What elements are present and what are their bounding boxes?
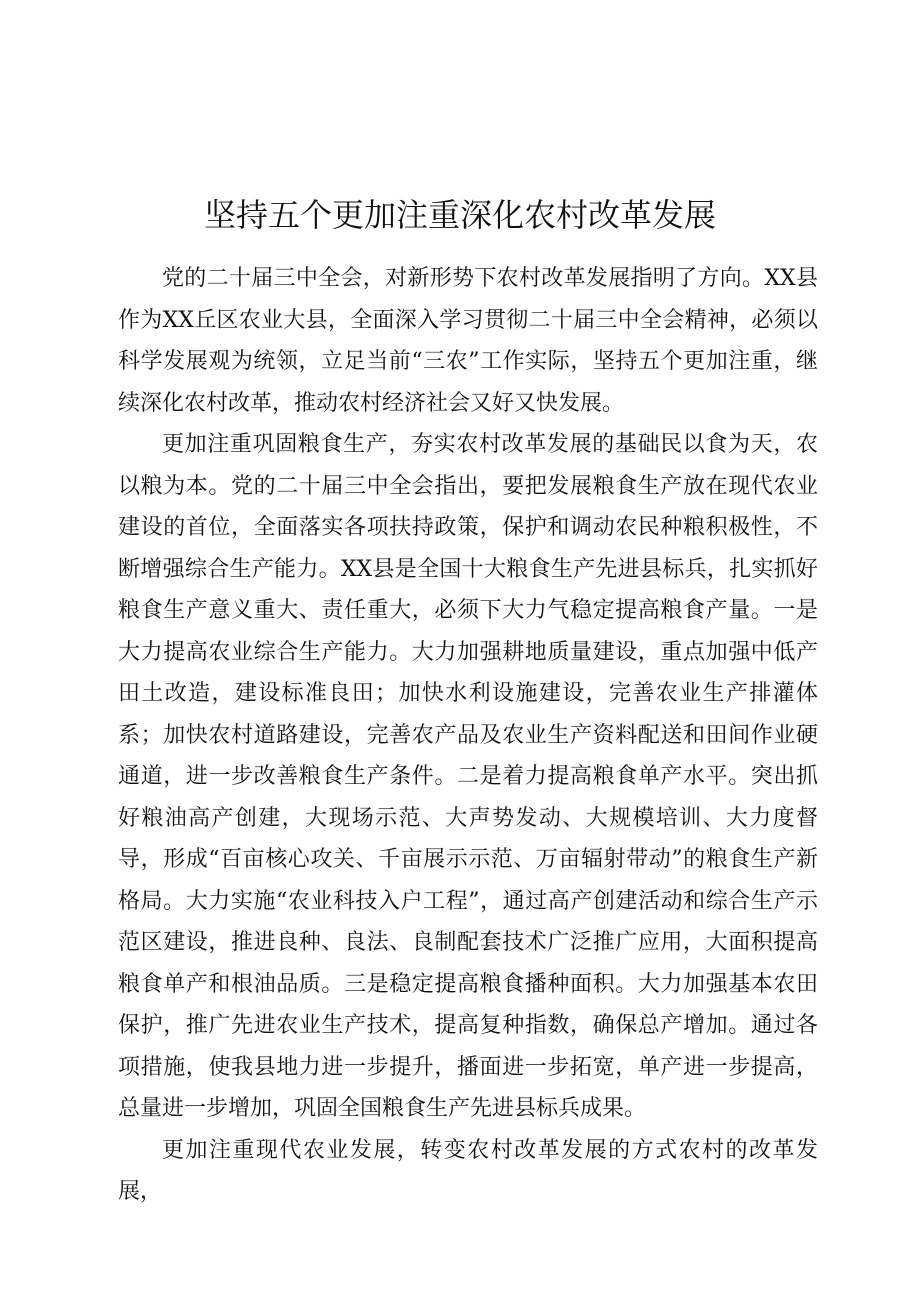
- page-title: 坚持五个更加注重深化农村改革发展: [203, 196, 716, 235]
- paragraph-intro: 党的二十届三中全会，对新形势下农村改革发展指明了方向。XX县作为XX丘区农业大县，全面深入学习贯彻二十届三中全会精神，必须以科学发展观为统领，立足当前“三农”工作实际，坚持五个更加注重，继续深化农村改革，推动农村经济社会又好又快发展。: [118, 266, 818, 416]
- paragraph-grain-production: 更加注重巩固粮食生产，夯实农村改革发展的基础民以食为天，农以粮为本。党的二十届三中全会指出，要把发展粮食生产放在现代农业建设的首位，全面落实各项扶持政策，保护和调动农民种粮积极性，不断增强综合生产能力。XX县是全国十大粮食生产先进县标兵，扎实抓好粮食生产意义重大、责任重大，必须下大力气稳定提高粮食产量。一是大力提高农业综合生产能力。大力加强耕地质量建设，重点加强中低产田土改造，建设标准良田；加快水利设施建设，完善农业生产排灌体系；加快农村道路建设，完善农产品及农业生产资料配送和田间作业硬通道，进一步改善粮食生产条件。二是着力提高粮食单产水平。突出抓好粮油高产创建，大现场示范、大声势发动、大规模培训、大力度督导，形成“百亩核心攻关、千亩展示示范、万亩辐射带动”的粮食生产新格局。大力实施“农业科技入户工程”，通过高产创建活动和综合生产示范区建设，推进良种、良法、良制配套技术广泛推广应用，大面积提高粮食单产和根油品质。三是稳定提高粮食播种面积。大力加强基本农田保护，推广先进农业生产技术，提高复种指数，确保总产增加。通过各项措施，使我县地力进一步提升，播面进一步拓宽，单产进一步提高，总量进一步增加，巩固全国粮食生产先进县标兵成果。: [118, 432, 818, 1121]
- document-body: [118, 258, 818, 1213]
- paragraph-modern-agriculture: 更加注重现代农业发展，转变农村改革发展的方式农村的改革发展，: [118, 1137, 818, 1204]
